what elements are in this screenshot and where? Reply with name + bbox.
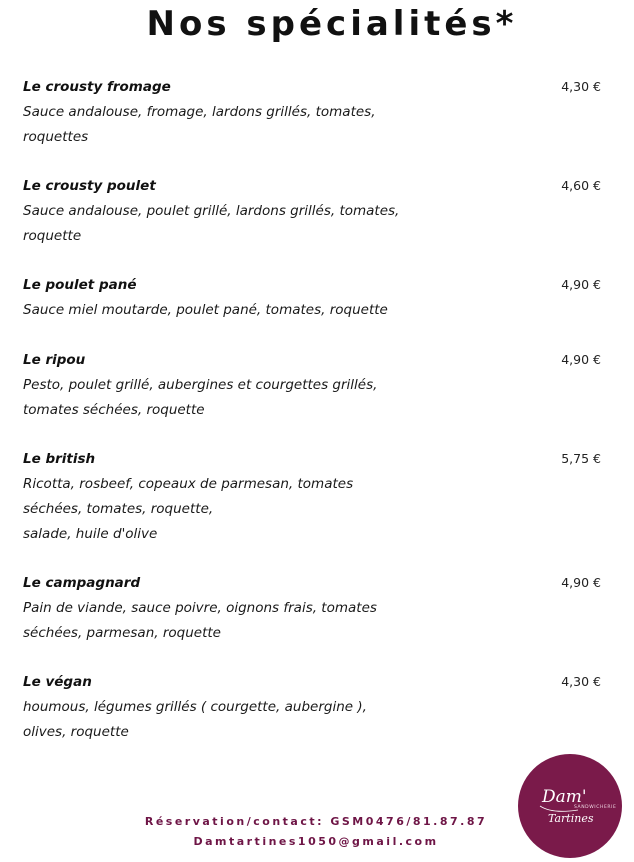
logo-line1: Dam' xyxy=(542,787,587,807)
email-link[interactable]: Damtartines1050@gmail.com xyxy=(193,835,439,848)
item-price: 5,75 € xyxy=(561,451,601,466)
menu-item xyxy=(23,276,603,323)
item-price: 4,90 € xyxy=(561,277,601,292)
item-description: houmous, légumes grillés ( courgette, aubergine ), olives, roquette xyxy=(23,699,367,740)
menu-item xyxy=(23,673,603,745)
menu-item xyxy=(23,78,603,150)
menu-item xyxy=(23,351,603,423)
item-name: Le british xyxy=(23,451,96,467)
logo-line2: Tartines xyxy=(548,812,594,825)
logo-mark xyxy=(518,754,622,858)
contact-line: Réservation/contact: GSM0476/81.87.87 xyxy=(144,815,488,828)
item-description: Pain de viande, sauce poivre, oignons frais, tomates séchées, parmesan, roquette xyxy=(23,600,377,641)
item-price: 4,90 € xyxy=(561,575,601,590)
menu-item xyxy=(23,450,603,547)
item-name: Le végan xyxy=(23,674,92,690)
item-name: Le ripou xyxy=(23,352,86,368)
item-description: Sauce miel moutarde, poulet pané, tomates, roquette xyxy=(23,302,388,318)
item-description: Pesto, poulet grillé, aubergines et courgettes grillés, tomates séchées, roquette xyxy=(23,377,378,418)
menu-item xyxy=(23,177,603,249)
item-description: Ricotta, rosbeef, copeaux de parmesan, tomates séchées, tomates, roquette, salade, huile d'olive xyxy=(23,476,354,542)
item-price: 4,30 € xyxy=(561,79,601,94)
item-description: Sauce andalouse, fromage, lardons grillés, tomates, roquettes xyxy=(23,104,376,145)
item-name: Le crousty fromage xyxy=(23,79,171,95)
item-price: 4,90 € xyxy=(561,352,601,367)
item-price: 4,60 € xyxy=(561,178,601,193)
item-name: Le poulet pané xyxy=(23,277,137,293)
logo-tagline: SANDWICHERIE xyxy=(574,805,617,810)
item-name: Le campagnard xyxy=(23,575,141,591)
item-description: Sauce andalouse, poulet grillé, lardons grillés, tomates, roquette xyxy=(23,203,400,244)
brand-logo xyxy=(518,754,622,858)
item-price: 4,30 € xyxy=(561,674,601,689)
item-name: Le crousty poulet xyxy=(23,178,156,194)
menu-item xyxy=(23,574,603,646)
page-title: Nos spécialités* xyxy=(146,4,518,44)
